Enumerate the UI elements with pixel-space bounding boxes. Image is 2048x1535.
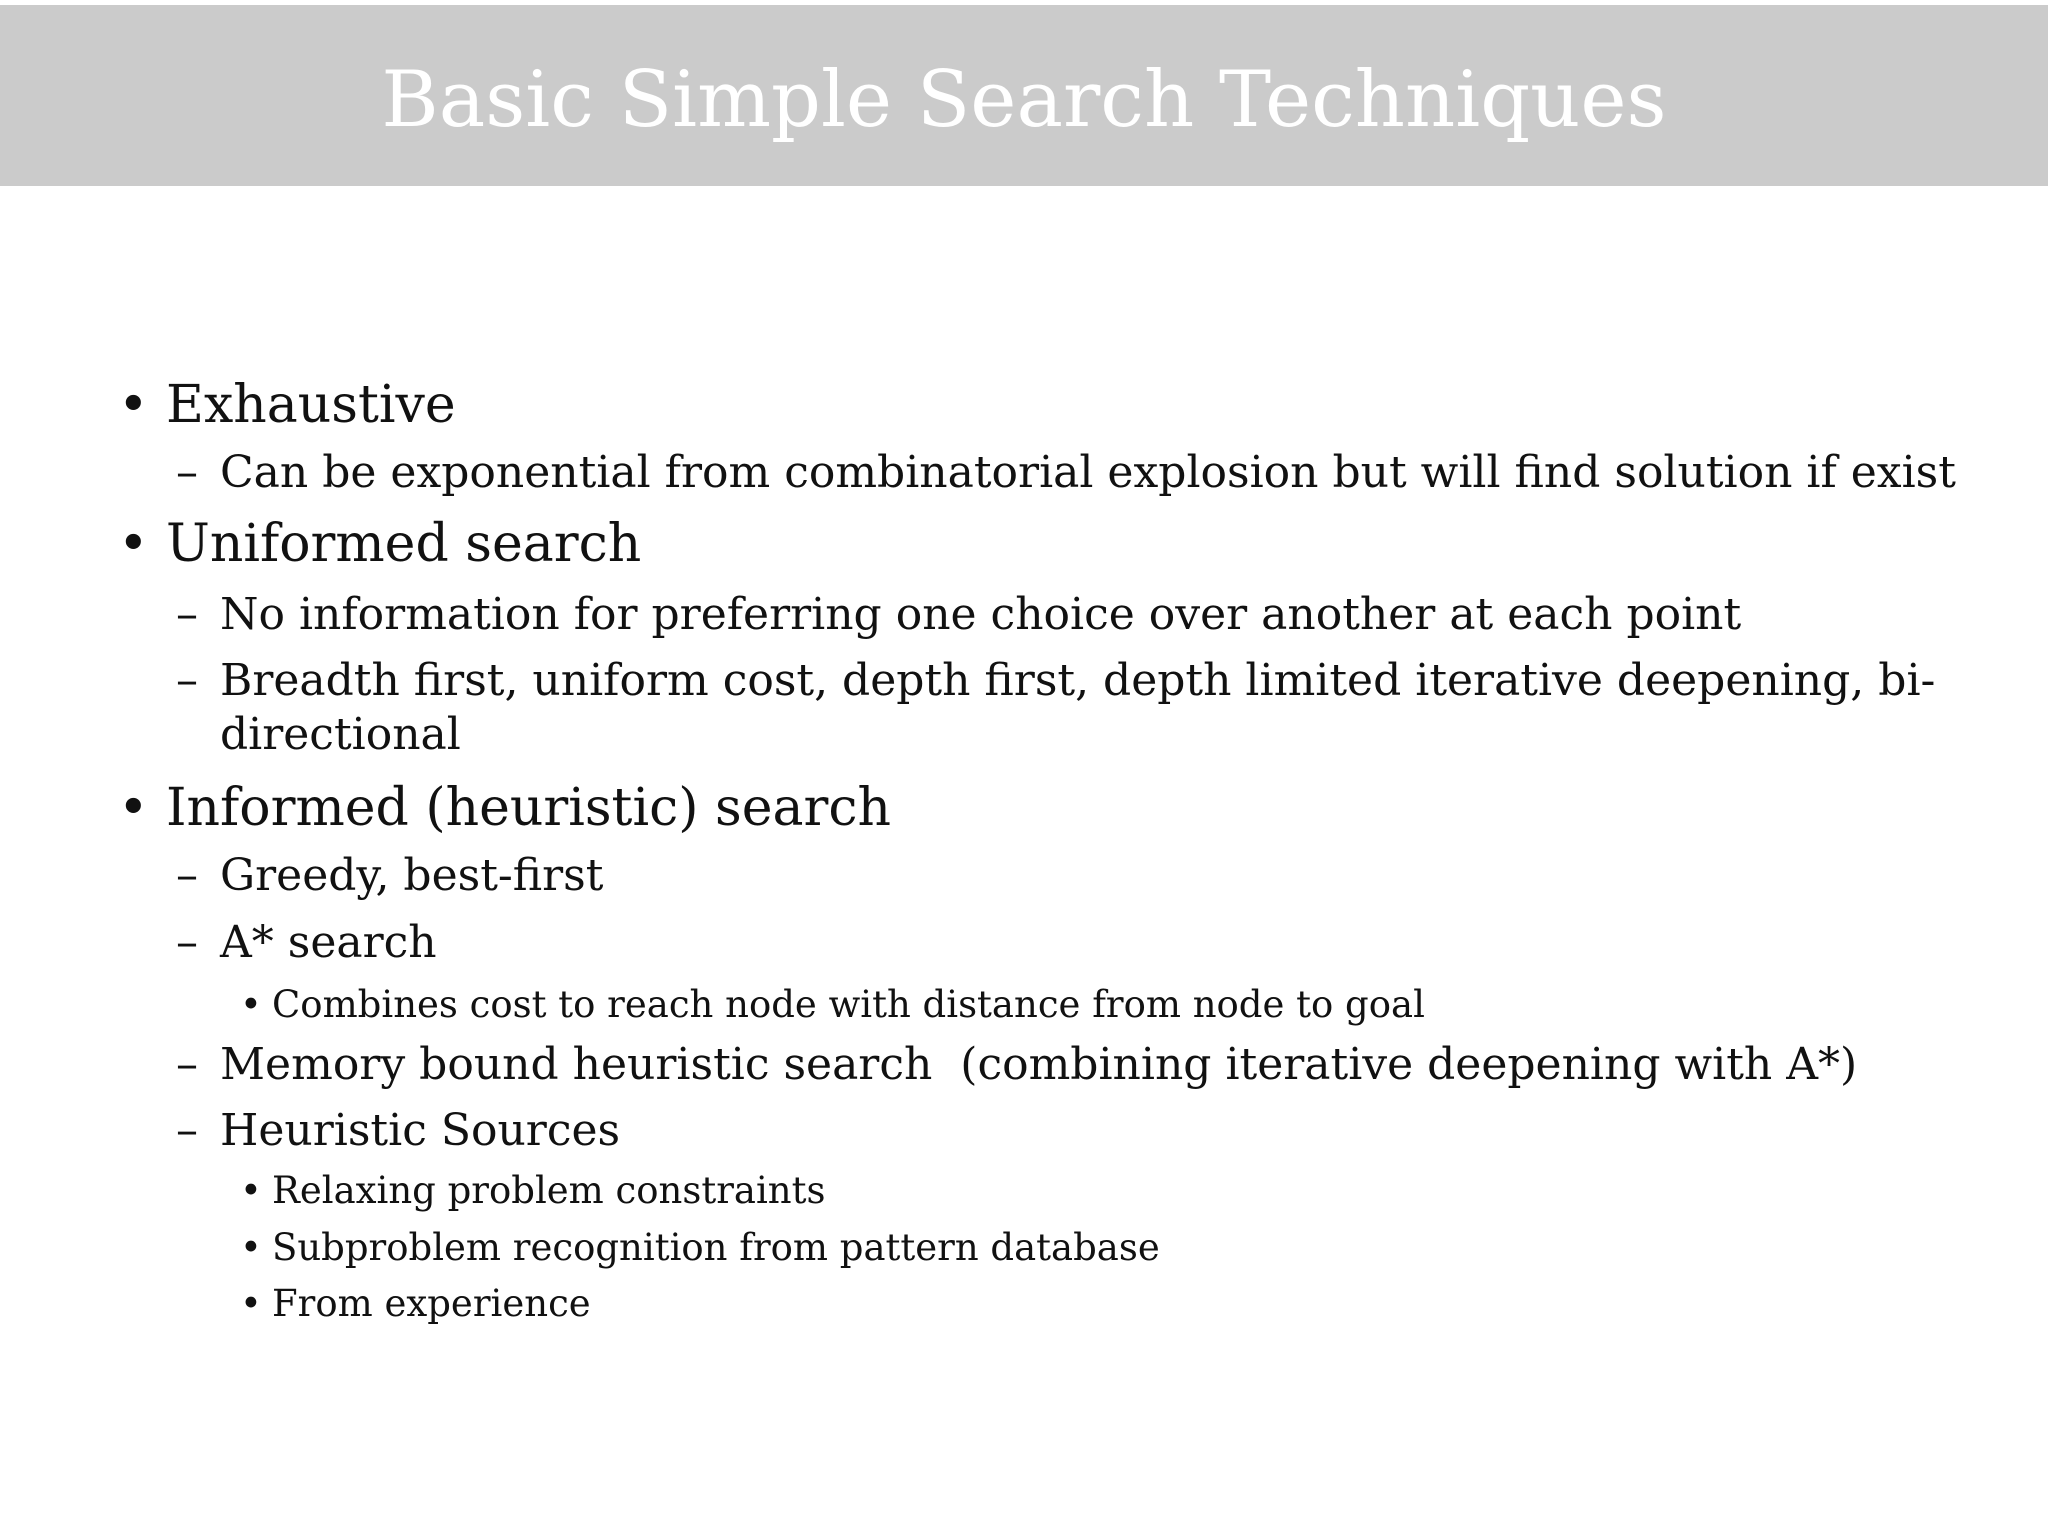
subitem-breadth-first-continuation: directional (220, 709, 461, 760)
slide-title: Basic Simple Search Techniques (381, 55, 1667, 145)
subsubitem-relaxing: Relaxing problem constraints (272, 1169, 826, 1212)
subitem-no-information: No information for preferring one choice over another at each point (220, 589, 1742, 640)
subsubitem-experience: From experience (272, 1282, 591, 1325)
bullet-marker: • (240, 1226, 262, 1269)
bullet-marker: • (240, 1282, 262, 1325)
dash-marker: – (176, 655, 198, 706)
dash-marker: – (176, 850, 198, 901)
bullet-marker: • (240, 983, 262, 1026)
subitem-heuristic-sources: Heuristic Sources (220, 1105, 621, 1156)
bullet-marker: • (240, 1169, 262, 1212)
dash-marker: – (176, 917, 198, 968)
subitem-greedy: Greedy, best-first (220, 850, 604, 901)
dash-marker: – (176, 1039, 198, 1090)
subitem-memory-bound: Memory bound heuristic search (combining iterative deepening with A*) (220, 1039, 1858, 1090)
bullet-informed-search: Informed (heuristic) search (166, 778, 891, 838)
subitem-breadth-first: Breadth first, uniform cost, depth first, depth limited iterative deepening, bi- (220, 655, 1936, 706)
dash-marker: – (176, 447, 198, 498)
subitem-a-star: A* search (220, 917, 437, 968)
bullet-marker: • (118, 514, 149, 574)
bullet-marker: • (118, 778, 149, 838)
dash-marker: – (176, 589, 198, 640)
subitem-exponential: Can be exponential from combinatorial explosion but will find solution if exist (220, 447, 1956, 498)
bullet-marker: • (118, 375, 149, 435)
subsubitem-subproblem: Subproblem recognition from pattern database (272, 1226, 1160, 1269)
subsubitem-combines-cost: Combines cost to reach node with distance from node to goal (272, 983, 1425, 1026)
bullet-uniformed-search: Uniformed search (166, 514, 642, 574)
bullet-exhaustive: Exhaustive (166, 375, 456, 435)
dash-marker: – (176, 1105, 198, 1156)
